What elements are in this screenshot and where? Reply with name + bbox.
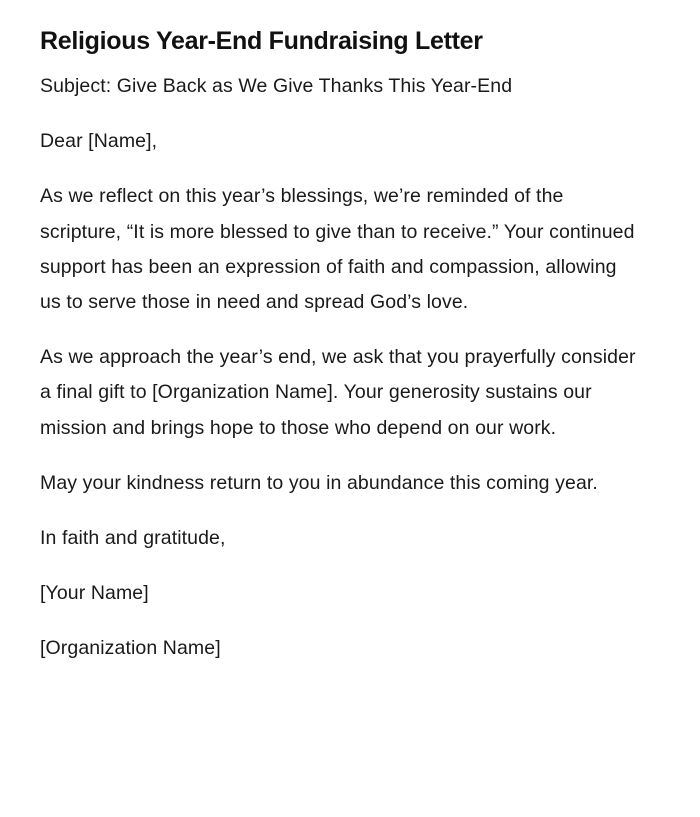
letter-paragraph-1: As we reflect on this year’s blessings, we’re reminded of the scripture, “It is more blessed to give than to receive.” Your continued support has been an expression of faith and compassion, allowing us to serve those in need and spread God’s love. — [40, 185, 635, 314]
letter-closing: In faith and gratitude, — [40, 527, 226, 550]
letter-signature-organization: [Organization Name] — [40, 637, 221, 660]
letter-paragraph-3: May your kindness return to you in abundance this coming year. — [40, 471, 598, 494]
letter-paragraph-2: As we approach the year’s end, we ask that you prayerfully consider a final gift to [Organization Name]. Your generosity sustains our mission and brings hope to those who depend on our work. — [40, 346, 636, 439]
letter-greeting: Dear [Name], — [40, 130, 158, 153]
letter-title: Religious Year-End Fundraising Letter — [40, 27, 483, 55]
letter-subject: Subject: Give Back as We Give Thanks This Year-End — [40, 75, 513, 97]
letter-document — [40, 24, 640, 687]
letter-signature-name: [Your Name] — [40, 582, 149, 605]
